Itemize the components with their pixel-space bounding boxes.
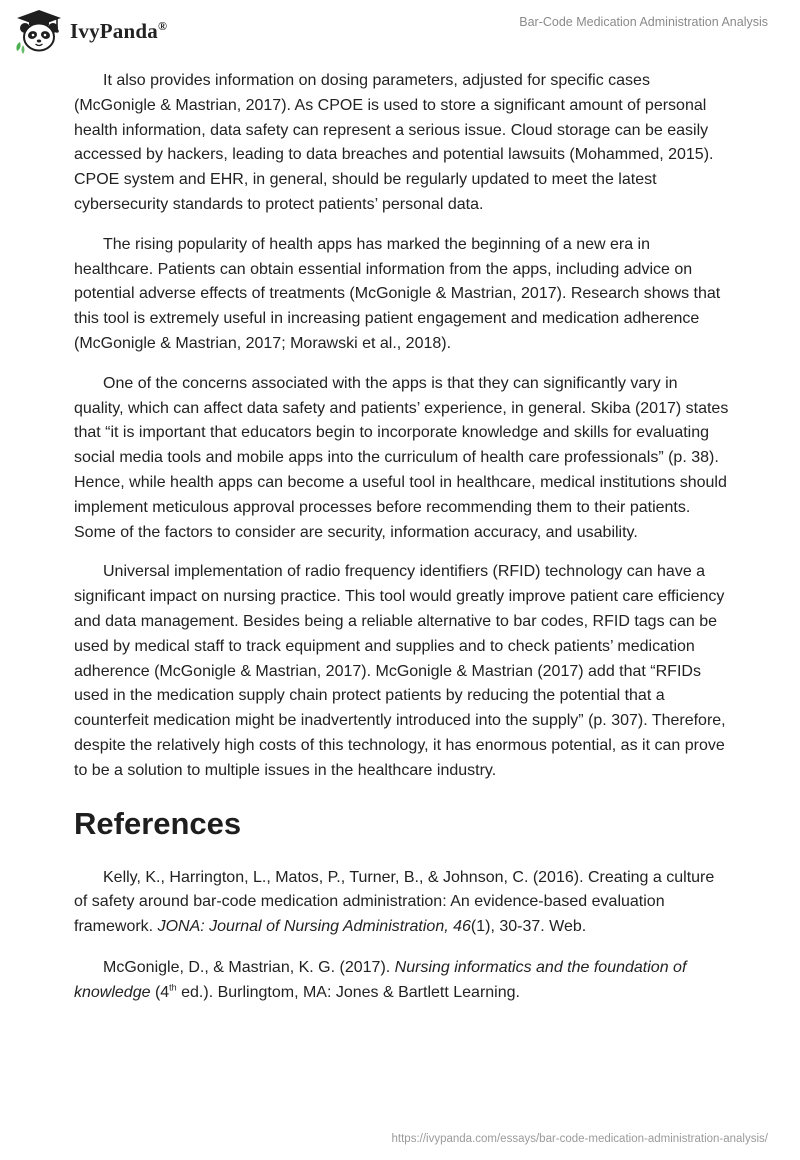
reference-entry [74,956,730,1006]
document-title: Bar-Code Medication Administration Analysis [519,15,768,29]
reference-text: ed.). Burlingtom, MA: Jones & Bartlett Learning. [176,983,520,1001]
footer-url-link[interactable]: https://ivypanda.com/essays/bar-code-medication-administration-analysis/ [391,1133,768,1145]
edition-superscript: th [169,982,177,993]
body-paragraph: Universal implementation of radio frequency identifiers (RFID) technology can have a significant impact on nursing practice. This tool would greatly improve patient care efficiency and data management. Besides being a reliable alternative to bar codes, RFID tags can be used by medical staff to track equipment and supplies and to check patients’ medication adherence (McGonigle & Mastrian, 2017). McGonigle & Mastrian (2017) add that “RFIDs used in the medication supply chain protect patients by reducing the potential that a counterfeit medication might be inadvertently introduced into the supply” (p. 307). Therefore, despite the relatively high costs of this technology, it has enormous potential, as it can prove to be a solution to multiple issues in the healthcare industry. [74,563,726,779]
panda-mascot-icon [14,8,64,54]
body-paragraph: The rising popularity of health apps has marked the beginning of a new era in healthcare. Patients can obtain essential information from the apps, including advice on potential adverse effects of treatments (McGonigle & Mastrian, 2017). Research shows that this tool is extremely useful in increasing patient engagement and medication adherence (McGonigle & Mastrian, 2017; Morawski et al., 2018). [74,235,721,352]
registered-mark: ® [157,18,168,33]
body-paragraph: It also provides information on dosing parameters, adjusted for specific cases (McGonigle & Mastrian, 2017). As CPOE is used to store a significant amount of personal health information, data safety can represent a serious issue. Cloud storage can be easily accessed by hackers, leading to data breaches and potential lawsuits (Mohammed, 2015). CPOE system and EHR, in general, should be regularly updated to meet the latest cybersecurity standards to protect patients’ personal data. [74,72,714,213]
essay-content [74,69,730,1022]
reference-journal: JONA: Journal of Nursing Administration, 46 [157,918,471,936]
reference-text: (1), 30-37. Web. [470,918,587,936]
reference-text: McGonigle, D., & Mastrian, K. G. (2017). [103,958,395,976]
references-heading: References [74,805,242,841]
reference-text: (4 [150,983,170,1001]
body-paragraph: One of the concerns associated with the apps is that they can significantly vary in quality, which can affect data safety and patients’ experience, in general. Skiba (2017) states that “it is important that educators begin to incorporate knowledge and skills for evaluating social media tools and mobile apps into the curriculum of health care professionals” (p. 38). Hence, while health apps can become a useful tool in healthcare, medical institutions should implement meticulous approval processes before recommending them to their patients. Some of the factors to consider are security, information accuracy, and usability. [74,374,729,541]
reference-entry [74,866,730,940]
logo-text: IvyPanda® [70,18,168,43]
page-header [0,0,800,62]
reference-book-title: Nursing informatics and the foundation of knowledge [74,958,687,1001]
ivypanda-logo[interactable] [14,8,167,54]
reference-text: Kelly, K., Harrington, L., Matos, P., Turner, B., & Johnson, C. (2016). Creating a culture of safety around bar-code medication administration: An evidence-based evaluation framework. [74,868,715,936]
